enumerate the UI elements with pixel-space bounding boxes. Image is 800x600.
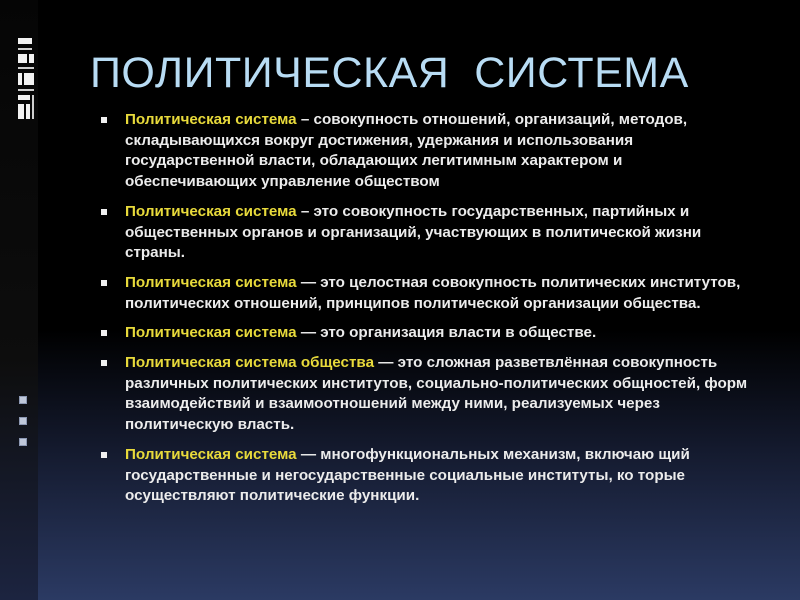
bullet-term: Политическая система общества bbox=[125, 354, 375, 372]
bullet-item bbox=[98, 323, 758, 344]
side-markers bbox=[19, 396, 27, 459]
square-bullet-icon bbox=[101, 452, 107, 458]
bullet-list bbox=[98, 110, 758, 516]
bullet-text: — это сложная разветвлённая совокупность различных политических институтов, социально-политических общностей, форм взаимодействий и взаимоотношений между ними, реализуемых через политическую власть. bbox=[125, 354, 748, 434]
bullet-item bbox=[98, 445, 758, 507]
bullet-term: Политическая система bbox=[125, 445, 297, 463]
bullet-item bbox=[98, 110, 758, 193]
bullet-text: — это целостная совокупность политических институтов, политических отношений, принципов политической организации общества. bbox=[125, 273, 741, 312]
square-bullet-icon bbox=[101, 280, 107, 286]
square-bullet-icon bbox=[101, 209, 107, 215]
bullet-term: Политическая система bbox=[125, 202, 297, 220]
square-bullet-icon bbox=[101, 360, 107, 366]
bullet-term: Политическая система bbox=[125, 111, 297, 128]
side-marker bbox=[19, 417, 27, 425]
bullet-text: — это организация власти в обществе. bbox=[296, 324, 597, 342]
bullet-text: – совокупность отношений, организаций, методов, складывающихся вокруг достижения, удержания и использования государственной власти, обладающих легитимным характером и обеспечивающих управление обществом bbox=[125, 111, 688, 191]
bullet-text: — многофункциональных механизм, включаю щий государственные и негосударственные социальные институты, ко торые осуществляют политические функции. bbox=[125, 445, 690, 505]
bullet-term: Политическая система bbox=[125, 273, 297, 291]
bullet-text: – это совокупность государственных, партийных и общественных органов и организаций, участвующих в политической жизни страны. bbox=[125, 202, 702, 262]
square-bullet-icon bbox=[101, 117, 107, 123]
side-marker bbox=[19, 438, 27, 446]
square-bullet-icon bbox=[101, 330, 107, 336]
bullet-item bbox=[98, 202, 758, 264]
bullet-item bbox=[98, 353, 758, 436]
bullet-item bbox=[98, 273, 758, 314]
slide-title: ПОЛИТИЧЕСКАЯ СИСТЕМА bbox=[90, 49, 689, 97]
side-marker bbox=[19, 396, 27, 404]
bullet-term: Политическая система bbox=[125, 324, 297, 342]
